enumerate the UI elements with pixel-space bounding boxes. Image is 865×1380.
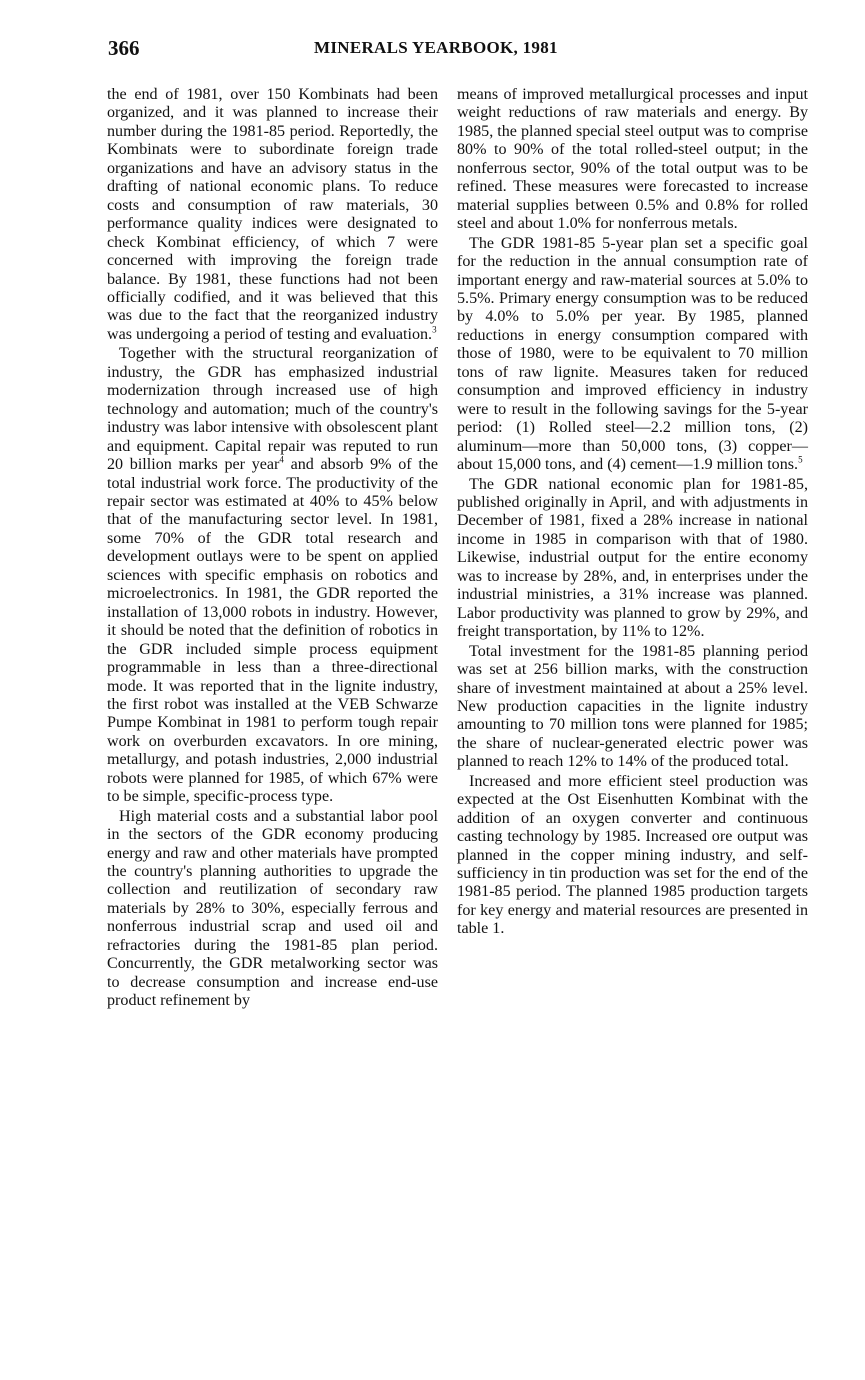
paragraph-text: Increased and more efficient steel production was expected at the Ost Eisenhutten Kombinat with the addition of an oxygen converter and continuous casting technology by 1985. Increased ore output was planned in the copper mining industry, and self-sufficiency in tin production was set for the end of the 1981-85 period. The planned 1985 production targets for key energy and material resources are presented in table 1. xyxy=(457,772,808,938)
paragraph-text: means of improved metallurgical processes and input weight reductions of raw materials and energy. By 1985, the planned special steel output was to comprise 80% to 90% of the total rolled-steel output; in the nonferrous sector, 90% of the total output was to be refined. These measures were forecasted to increase material supplies between 0.5% and 0.8% for rolled steel and about 1.0% for nonferrous metals. xyxy=(457,86,808,233)
paragraph xyxy=(457,235,808,475)
paragraph xyxy=(107,86,438,344)
paragraph-text: the end of 1981, over 150 Kombinats had been organized, and it was planned to increase their number during the 1981-85 period. Reportedly, the Kombinats were to subordinate foreign trade organizations and have an advisory status in the drafting of national economic plans. To reduce costs and consumption of raw materials, 30 performance quality indices were designated to check Kombinat efficiency, of which 7 were concerned with improving the foreign trade balance. By 1981, these functions had not been officially codified, and it was believed that this was due to the fact that the reorganized industry was undergoing a period of testing and evaluation. xyxy=(107,86,438,343)
page-number: 366 xyxy=(108,36,140,60)
footnote-marker: 5 xyxy=(798,454,803,465)
paragraph-text: Together with the structural reorganization of industry, the GDR has emphasized industrial modernization through increased use of high technology and automation; much of the country's industry was labor intensive with obsolescent plant and equipment. Capital repair was reputed to run 20 billion marks per year xyxy=(107,345,438,474)
footnote-marker: 3 xyxy=(432,324,437,335)
book-title: MINERALS YEARBOOK, 1981 xyxy=(314,38,558,57)
paragraph xyxy=(107,345,438,806)
running-head xyxy=(108,36,808,62)
paragraph-text: Total investment for the 1981-85 planning period was set at 256 billion marks, with the construction share of investment maintained at about a 25% level. New production capacities in the lignite industry amounting to 70 million tons were planned for 1985; the share of nuclear-generated electric power was planned to reach 12% to 14% of the produced total. xyxy=(457,642,808,771)
paragraph-text: The GDR national economic plan for 1981-85, published originally in April, and with adjustments in December of 1981, fixed a 28% increase in national income in 1985 in comparison with that of 1980. Likewise, industrial output for the entire economy was to increase by 28%, and, in enterprises under the industrial ministries, a 31% increase was planned. Labor productivity was planned to grow by 29%, and freight transportation, by 11% to 12%. xyxy=(457,475,808,641)
paragraph xyxy=(457,643,808,772)
paragraph xyxy=(107,808,438,1011)
right-column xyxy=(457,86,808,940)
paragraph-text: The GDR 1981-85 5-year plan set a specific goal for the reduction in the annual consumption rate of important energy and raw-material sources at 5.0% to 5.5%. Primary energy consumption was to be reduced by 4.0% to 5.0% per year. By 1985, planned reductions in energy consumption compared with those of 1980, were to be equivalent to 70 million tons of raw lignite. Measures taken for reduced consumption and improved efficiency in industry were to result in the following savings for the 5-year period: (1) Rolled steel—2.2 million tons, (2) aluminum—more than 50,000 tons, (3) copper—about 15,000 tons, and (4) cement—1.9 million tons. xyxy=(457,234,808,474)
paragraph xyxy=(457,86,808,234)
paragraph-text: and absorb 9% of the total industrial work force. The productivity of the repair sector was estimated at 40% to 45% below that of the manufacturing sector level. In 1981, some 70% of the GDR total research and development outlays were to be spent on applied sciences with specific emphasis on robotics and microelectronics. In 1981, the GDR reported the installation of 13,000 robots in industry. However, it should be noted that the definition of robotics in the GDR included simple process equipment programmable in less than a three-directional mode. It was reported that in the lignite industry, the first robot was installed at the VEB Schwarze Pumpe Kombinat in 1981 to perform tough repair work on overburden excavators. In ore mining, metallurgy, and potash industries, 2,000 industrial robots were planned for 1985, of which 67% were to be simple, specific-process type. xyxy=(107,456,438,806)
paragraph xyxy=(457,773,808,939)
paragraph-text: High material costs and a substantial labor pool in the sectors of the GDR economy producing energy and raw and other materials have prompted the country's planning authorities to upgrade the collection and reutilization of secondary raw materials by 28% to 30%, especially ferrous and nonferrous industrial scrap and used oil and refractories during the 1981-85 plan period. Concurrently, the GDR metalworking sector was to decrease consumption and increase end-use product refinement by xyxy=(107,807,438,1010)
paragraph xyxy=(457,476,808,642)
left-column xyxy=(107,86,438,1012)
footnote-marker: 4 xyxy=(279,454,284,465)
